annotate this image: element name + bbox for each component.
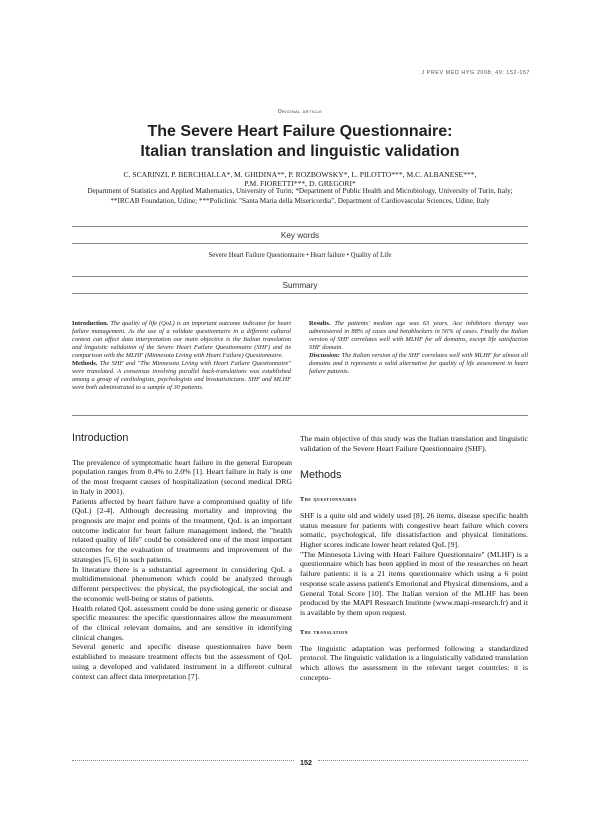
paragraph: In literature there is a substantial agreement in considering QoL a multidimensional phenomenon which could be analyzed through different perspectives: the physical, the psychological, the social and the economic well-being or status of patients. (72, 564, 292, 603)
subsection-heading: The questionnaires (300, 496, 357, 504)
paragraph: The linguistic adaptation was performed following a standardized protocol. The linguistic validation is a linguistically validated translation which allows the assessment in the relevant target countries: it is conceptu- (300, 643, 528, 682)
title-line-2: Italian translation and linguistic validation (140, 143, 460, 160)
abstract-methods (72, 360, 291, 392)
authors-line-2: P.M. FIORETTI***, D. GREGORI* (244, 179, 356, 189)
subsection-heading: The translation (300, 628, 348, 636)
abstract-results (309, 320, 528, 352)
abstract-text: The quality of life (QoL) is an important outcome indicator for heart failure management. As the use of a validate questionnaire in a different cultural context can affect data interpretation our main objective is the Italian translation and linguistic validation of the Severe Heart Failure Questionnaire (SHF) and its comparison with the MLHF (Minnesota Living with Heart Failure) Questionnaire. (72, 320, 291, 360)
divider (72, 243, 528, 244)
introduction-section (72, 434, 292, 681)
paragraph: The main objective of this study was the Italian translation and linguistic validation of the Severe Heart Failure Questionnaire (SHF). (300, 434, 528, 453)
footer-rule (318, 760, 528, 761)
abstract-label: Results. (309, 320, 331, 327)
abstract (72, 320, 528, 392)
abstract-text: The SHF and "The Minnesota Living with Heart Failure Questionnaire" were translated. A consensus involving parallel back-translations was established among a group of cardiologists, psychologists and biostatisticians. SHF and MLHF were both administrated to a sample of 30 patients. (72, 360, 291, 392)
abstract-label: Introduction. (72, 320, 109, 327)
paragraph: Patients affected by heart failure have a compromised quality of life (QoL) [2-4]. Although decreasing mortality and improving the prognosis are major end points of the treatment, QoL is an important outcome indicator for heart failure management indeed, the "health related quality of life" could be considered one of the most important outcomes for the evaluation of treatments and improvement of the strategies [5, 6] in such patients. (72, 496, 292, 564)
section-heading: Introduction (72, 432, 129, 444)
page-number: 152 (300, 758, 312, 767)
affiliations: Department of Statistics and Applied Mathematics, University of Turin; *Department of Public Health and Microbiology, University of Turin, Italy; **IRCAB Foundation, Udine; ***Policlinic "Santa Maria della Misericordia", Department of Cardiovascular Sciences, Udine, Italy (87, 187, 513, 205)
paragraph: SHF is a quite old and widely used [8], 26 items, disease specific health status measure for patients with congestive heart failure which covers somatic, psychological, life dissatisfaction and physical limitations. Higher scores indicate lower heart related QoL [9]. (300, 510, 528, 550)
divider (72, 293, 528, 294)
divider (72, 415, 528, 416)
paper-title (60, 122, 540, 162)
abstract-discussion (309, 352, 528, 376)
paragraph: Health related QoL assessment could be done using generic or disease specific measures: the specific questionnaires allow the measurement of the clinical relevant domains, and are sensitive in identifying clinical changes. (72, 603, 292, 642)
abstract-label: Discussion: (309, 352, 340, 360)
authors (75, 170, 525, 188)
divider (72, 276, 528, 277)
paragraph: "The Minnesota Living with Heart Failure Questionnaire" (MLHF) is a questionnaire which has been applied in most of the researches on heart failure patients: it is a 21 items questionnaire which using a 6 point response scale assess patient's Emotional and Physical dimensions, and a General Total Score [10]. The Italian version of the MLHF has been produced by the MAPI Research Institute (www.mapi-research.fr) and it is available by them upon request. (300, 549, 528, 618)
title-line-1: The Severe Heart Failure Questionnaire: (147, 123, 453, 140)
abstract-label: Methods. (72, 360, 98, 368)
paragraph: Several generic and specific disease questionnaires have been established to measure treatment effects but the assessment of QoL using a developed and validated instrument in a different cultural context can affect data interpretation [7]. (72, 642, 292, 681)
section-heading: Methods (300, 469, 342, 482)
summary-heading: Summary (282, 281, 318, 290)
paragraph: The prevalence of symptomatic heart failure in the general European population ranges from 0.4% to 2.0% [1]. Heart failure in Italy is one of the most frequent causes of hospitalization (second medical DRG in Italy in 2001). (72, 457, 292, 496)
keywords-heading: Key words (280, 231, 320, 240)
authors-line-1: C. SCARINZI, P. BERCHIALLA*, M. GHIDINA**, P. ROZBOWSKY*, L. PILOTTO***, M.C. ALBANESE***, (123, 170, 477, 179)
abstract-text: The patients' median age was 63 years. Ace inhibitors therapy was administered in 88% of cases and betablockers in 56% of cases. Finally the Italian version of SHF correlates well with MLHF for all domains, except life satisfaction SHF domain. (309, 320, 528, 352)
right-column (300, 434, 528, 682)
article-type: Original article (277, 109, 323, 115)
abstract-text: The Italian version of the SHF correlates well with MLHF for almost all domains and it represents a valid alternative for quality of life assessment in heart failure patients. (309, 352, 528, 376)
abstract-introduction (72, 320, 291, 360)
keywords: Severe Heart Failure Questionnaire • Heart failure • Quality of Life (208, 252, 392, 259)
divider (72, 226, 528, 227)
footer-rule (72, 760, 294, 761)
journal-citation: J PREV MED HYG 2008; 49: 152-157 (421, 70, 530, 76)
